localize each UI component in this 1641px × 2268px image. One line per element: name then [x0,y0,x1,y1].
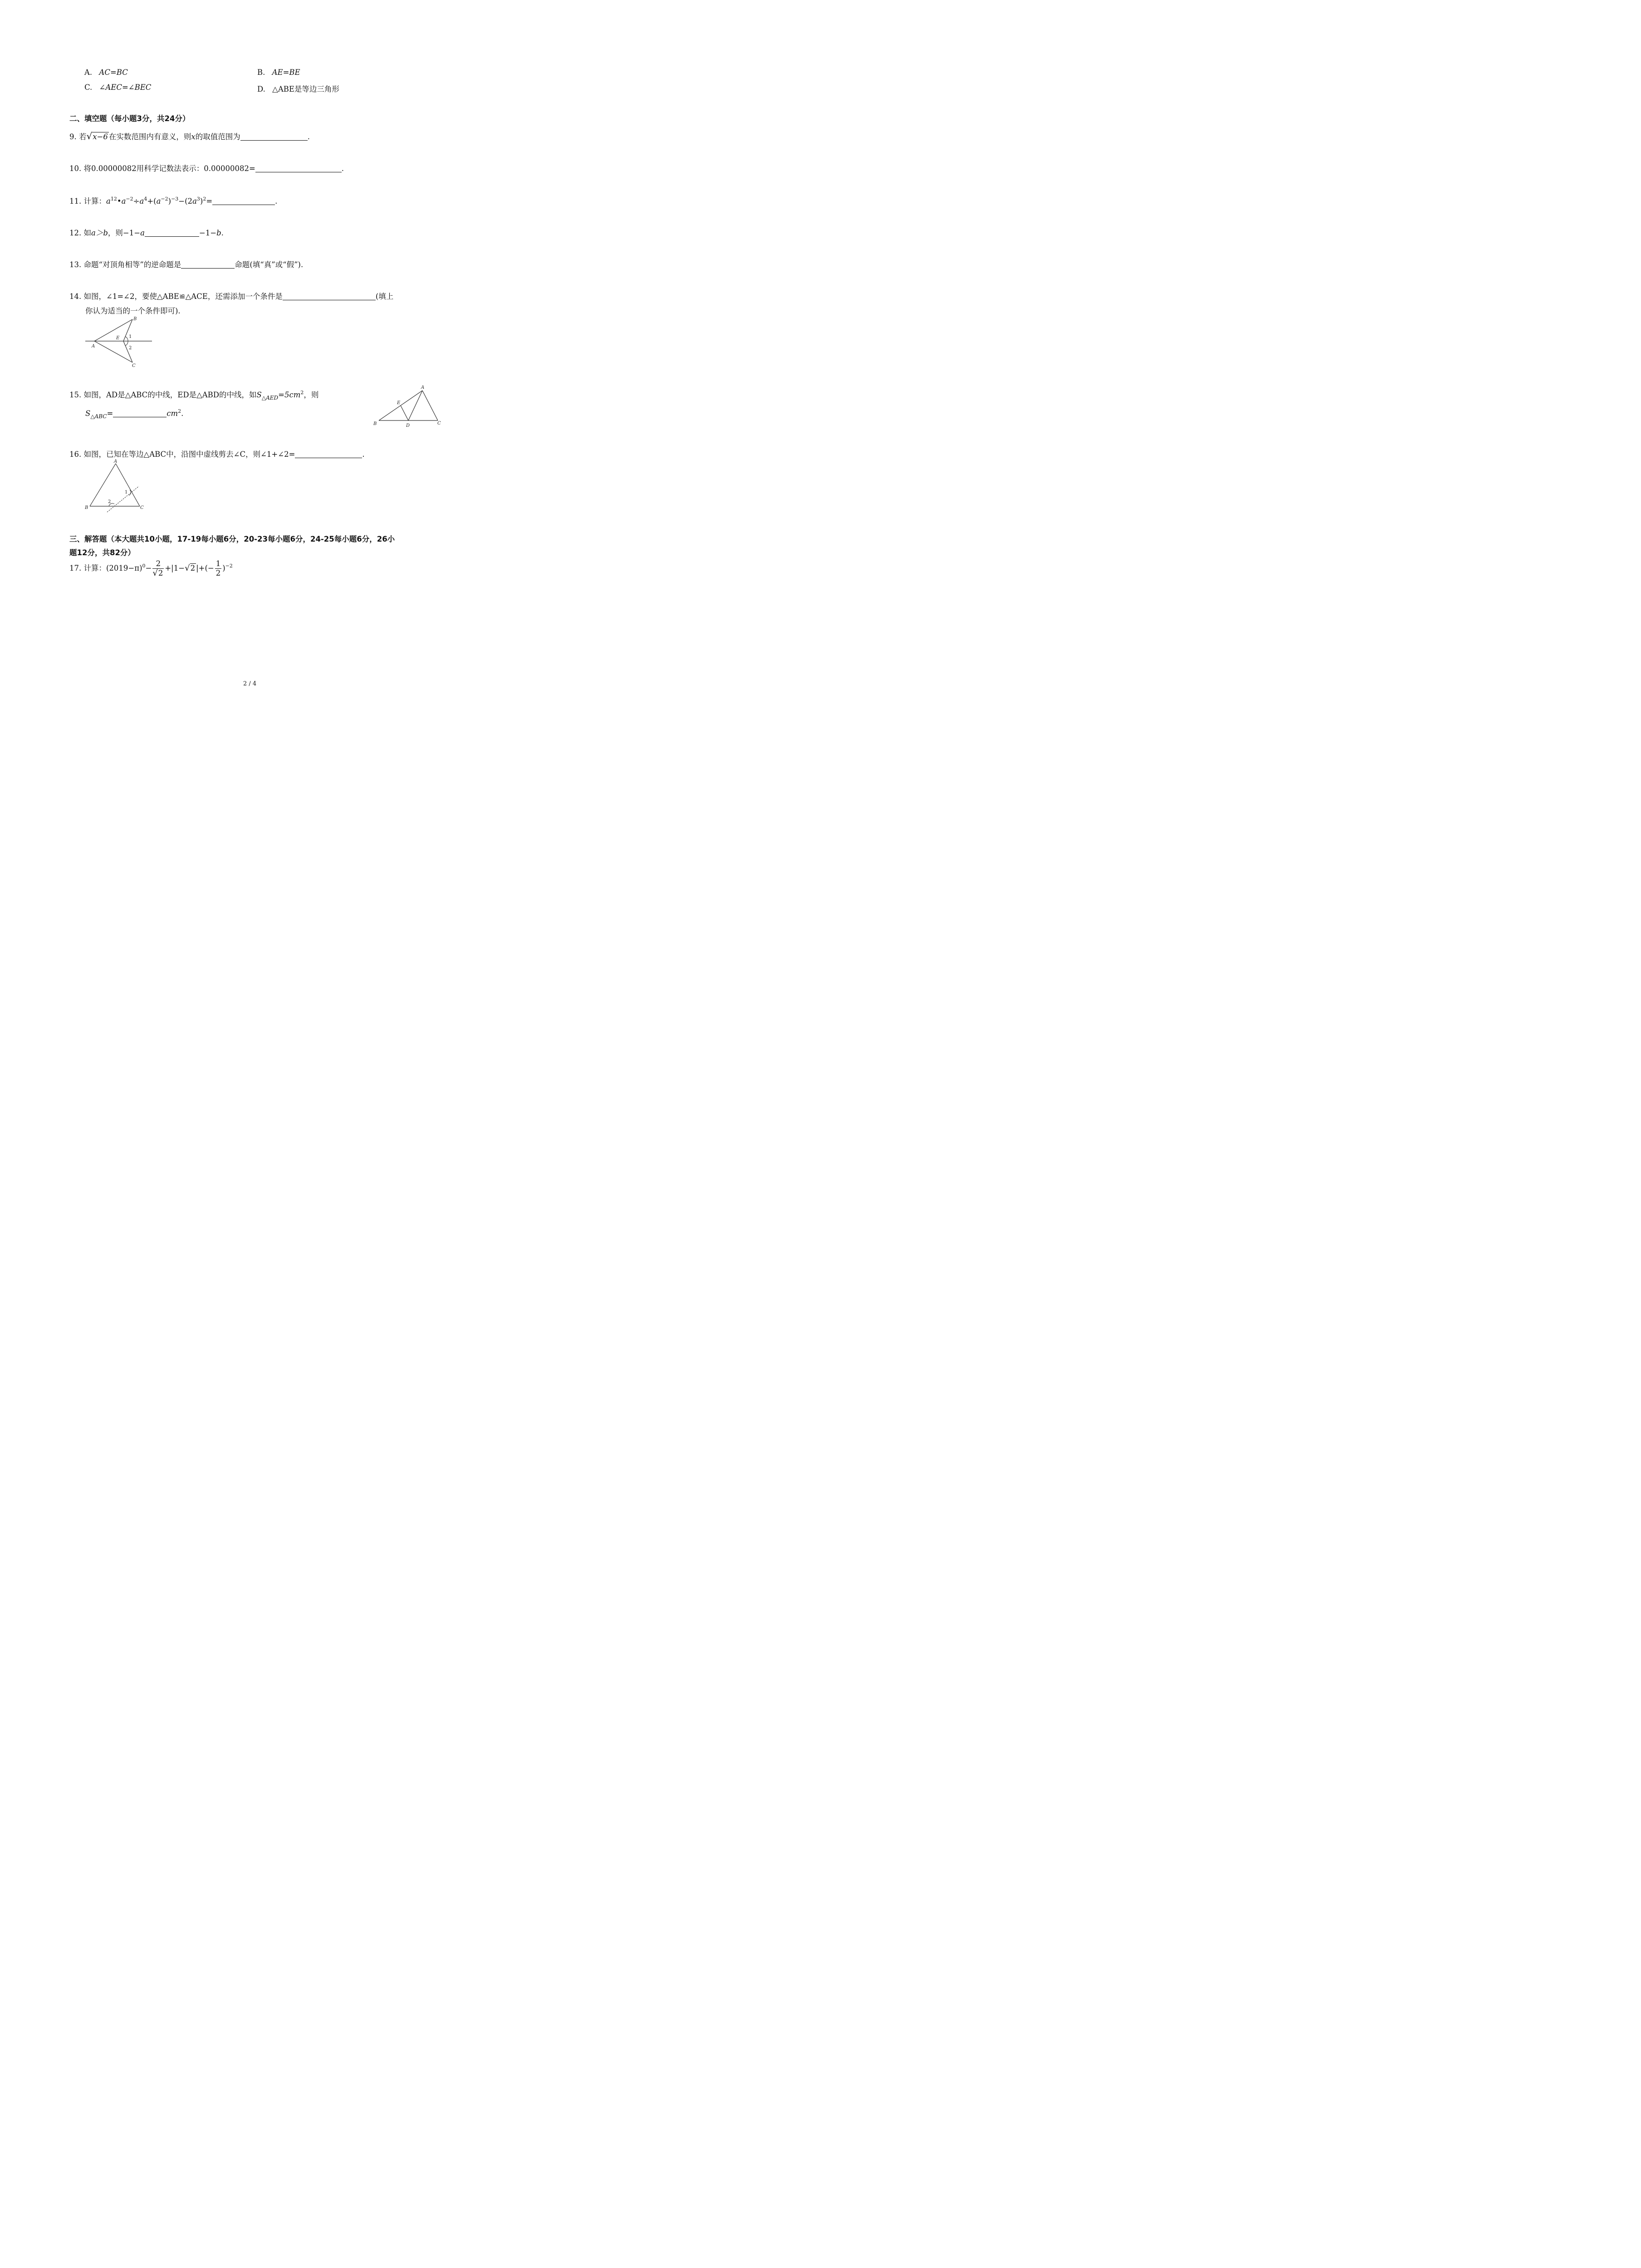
question-text: 命题“对顶角相等”的逆命题是 [83,260,181,269]
question-text: 在实数范围内有意义，则 [108,132,191,141]
option-d [257,83,339,94]
option-label: B. [257,68,265,77]
question-text: ，则 [304,391,319,399]
label-c: C [140,505,144,510]
question-text: 如 [83,229,91,237]
answer-blank[interactable] [283,293,376,300]
question-text: 如图，已知在等边△ABC中，沿图中虚线剪去∠C，则∠1+∠2= [83,450,295,459]
question-text: . [341,164,344,173]
denominator: 2 [216,569,221,577]
area-value: =5cm [278,391,301,399]
question-15: 15. 如图，AD是△ABC的中线，ED是△ABD的中线，如$S_{\triangle AED}=5cm^2$，则 [69,390,319,401]
label-e: E [397,401,401,406]
question-text: ，则−1− [108,229,141,237]
question-number: 9. [69,132,77,141]
question-number: 12. [69,229,82,237]
question-text: = [107,409,113,418]
question-text: 将0.00000082用科学记数法表示：0.00000082= [83,164,255,173]
unit: cm [167,409,178,418]
option-a [84,68,128,77]
question-10 [69,162,344,173]
question-14 [69,290,393,301]
expression: |+(− [196,564,214,572]
sqrt-sign: √ [152,568,158,578]
label-d: D [406,423,410,428]
sqrt-sign: √ [86,131,93,142]
radicand: x−6 [93,132,108,141]
option-c [84,83,151,92]
question-text: 命题(填“真”或“假”). [235,260,304,269]
answer-blank[interactable] [240,133,308,141]
label-e: E [116,336,120,341]
expression: (2019−π) [106,564,142,572]
sqrt-sign: √ [185,563,190,573]
variable: a [140,229,145,237]
question-number: 17. [69,564,82,572]
option-b [257,68,300,77]
question-12 [69,227,224,238]
question-13 [69,259,303,269]
question-text: 如图，∠1=∠2，要使△ABE≌△ACE，还需添加一个条件是 [83,292,283,301]
label-b: B [133,317,137,322]
area-symbol: S [256,391,262,399]
question-text: (填上 [375,292,394,301]
label-a: A [92,344,95,349]
expression: $a^{12}•a^{-2}\div a^4+(a^{-2})^{-3}-(2a^3)^2=$ [106,196,213,205]
label-b: B [85,505,88,510]
fraction-one-half [215,559,222,578]
question-number: 16. [69,450,82,459]
question-number: 11. [69,197,82,205]
radicand: 2 [158,569,163,577]
question-text: 如图，AD是△ABC的中线，ED是△ABD的中线，如 [83,391,257,399]
question-text: . [275,197,278,205]
question-9 [69,131,310,142]
question-text: . [307,132,310,141]
answer-blank[interactable] [181,261,235,269]
variable: b [216,229,221,237]
question-number: 14. [69,292,82,301]
option-label: A. [84,68,93,77]
answer-blank[interactable] [295,450,365,459]
option-label: D. [257,85,265,93]
label-a: A [421,385,425,390]
expression: ) [222,564,225,572]
numerator: 1 [216,559,221,568]
label-angle-2: 2 [108,499,111,504]
option-text: AE=BE [272,68,300,77]
numerator: 2 [152,559,164,569]
question-text: 的取值范围为 [195,132,240,141]
question-text: 计算： [83,564,106,572]
label-angle-1: 1 [125,490,128,495]
question-number: 10. [69,164,82,173]
radicand: 2 [190,564,196,572]
section-heading-fill-in: 二、填空题（每小题3分，共24分） [69,114,190,123]
option-text: △ABE是等边三角形 [272,85,339,93]
figure-q16 [82,457,150,514]
question-text: −1− [199,229,217,237]
label-angle-2: 2 [129,346,132,351]
section-heading-solve-line2: 题12分，共82分） [69,548,135,557]
question-15-line2: $S_{\triangle ABC}= cm^2$. [85,408,184,420]
answer-blank[interactable] [113,410,167,417]
answer-blank[interactable] [212,197,278,205]
area-subscript: △ABC [90,413,107,420]
area-symbol: S [85,409,91,418]
label-b: B [373,421,377,426]
option-label: C. [84,83,93,92]
section-heading-solve-line1: 三、解答题（本大题共10小题，17-19每小题6分，20-23每小题6分，24-25每小题6分，26小 [69,535,395,543]
question-17 [69,559,233,578]
question-text: . [362,450,365,459]
expression: − [145,564,152,572]
figure-q15 [370,383,445,429]
label-c: C [437,421,441,426]
exponent: −2 [225,563,233,569]
question-number: 13. [69,260,82,269]
question-14-line2: 你认为适当的一个条件即可). [85,307,181,315]
option-text: AC=BC [99,68,128,77]
question-11 [69,195,277,206]
label-a: A [114,459,118,464]
answer-blank[interactable] [145,229,199,237]
question-text: . [181,409,184,418]
question-text: 若 [79,132,87,141]
area-subscript: △AED [261,395,279,401]
label-c: C [132,363,136,368]
page-number: 2 / 4 [243,680,257,687]
question-text: . [221,229,224,237]
option-text: ∠AEC=∠BEC [99,83,152,92]
question-text: 计算： [83,197,106,205]
fraction-2-over-root2 [152,559,164,578]
question-number: 15. [69,391,82,399]
condition: a＞b [91,229,108,237]
variable: x [191,132,196,141]
answer-blank[interactable] [255,165,342,172]
expression: +|1− [165,564,185,572]
figure-q14 [82,314,159,371]
exponent: 0 [142,563,146,569]
label-angle-1: 1 [129,334,132,339]
